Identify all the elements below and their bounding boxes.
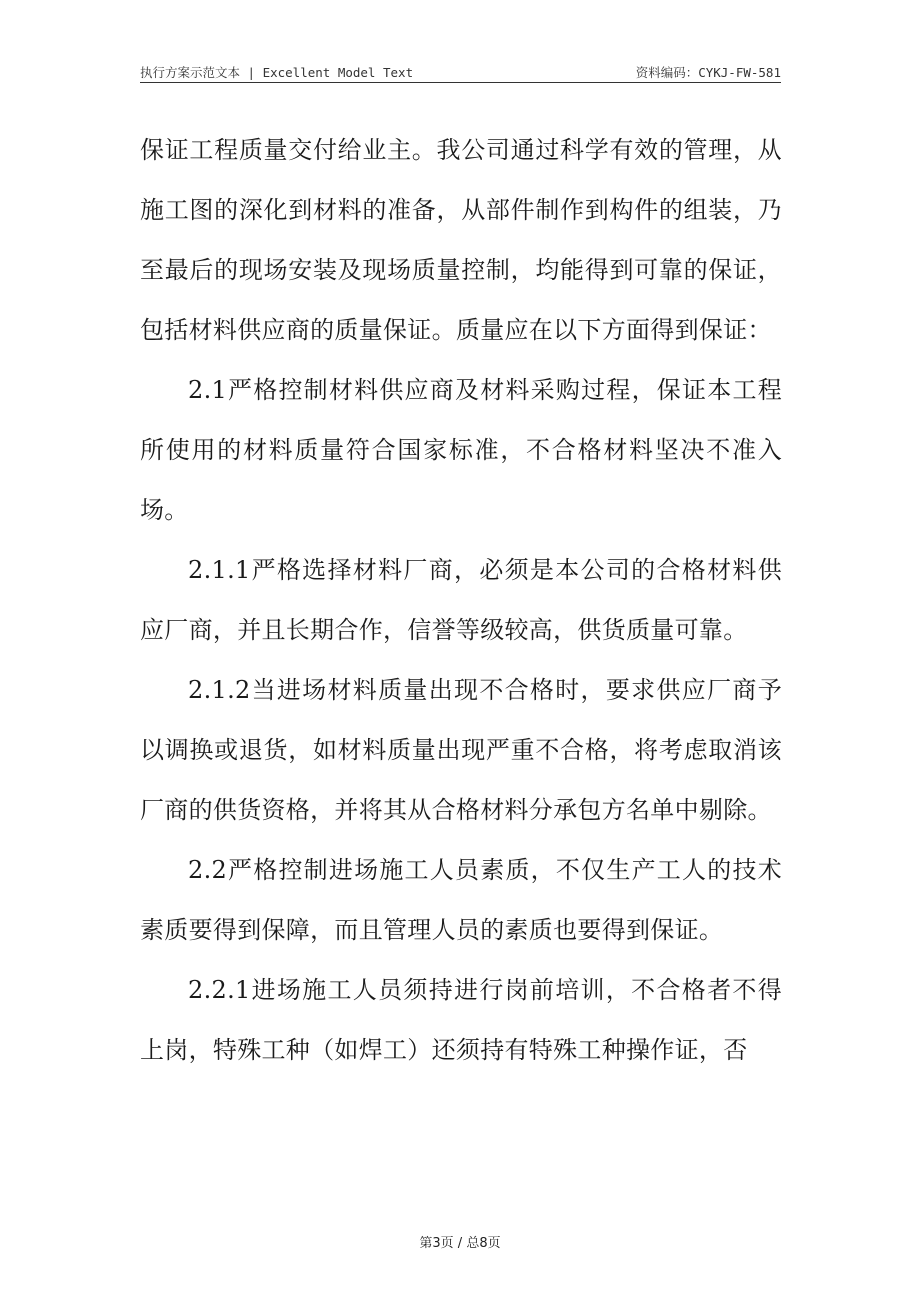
page-header — [140, 60, 781, 83]
header-title: 执行方案示范文本 | Excellent Model Text — [140, 65, 414, 80]
page-footer — [0, 1232, 920, 1251]
paragraph-2-1-1: 2.1.1严格选择材料厂商，必须是本公司的合格材料供应厂商，并且长期合作，信誉等级较高，供货质量可靠。 — [140, 556, 782, 644]
paragraph-2-1: 2.1严格控制材料供应商及材料采购过程，保证本工程所使用的材料质量符合国家标准，不合格材料坚决不准入场。 — [140, 376, 782, 524]
paragraph-2-2: 2.2严格控制进场施工人员素质，不仅生产工人的技术素质要得到保障，而且管理人员的素质也要得到保证。 — [140, 856, 782, 944]
document-body — [140, 120, 782, 1080]
paragraph-2-2-1: 2.2.1进场施工人员须持进行岗前培训，不合格者不得上岗，特殊工种（如焊工）还须持有特殊工种操作证，否 — [140, 976, 782, 1064]
page-number: 第3页 / 总8页 — [419, 1236, 501, 1251]
paragraph-intro: 保证工程质量交付给业主。我公司通过科学有效的管理，从施工图的深化到材料的准备，从部件制作到构件的组装，乃至最后的现场安装及现场质量控制，均能得到可靠的保证，包括材料供应商的质量保证。质量应在以下方面得到保证： — [140, 136, 782, 344]
paragraph-2-1-2: 2.1.2当进场材料质量出现不合格时，要求供应厂商予以调换或退货，如材料质量出现严重不合格，将考虑取消该厂商的供货资格，并将其从合格材料分承包方名单中剔除。 — [140, 676, 782, 824]
document-code: 资料编码：CYKJ-FW-581 — [635, 65, 781, 80]
